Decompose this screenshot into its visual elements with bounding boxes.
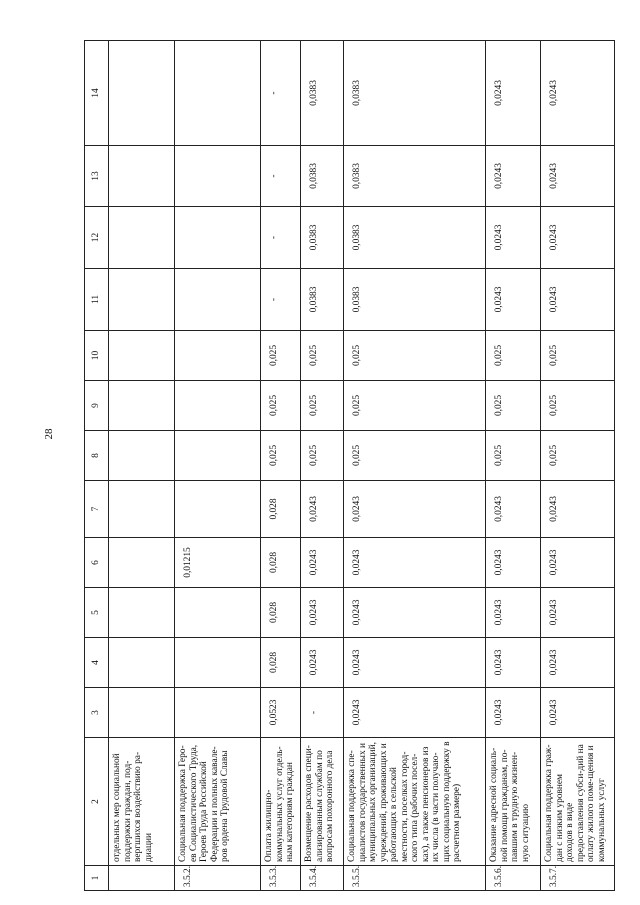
- value-cell: 0,0243: [541, 638, 615, 688]
- value-cell: 0,01215: [175, 538, 261, 588]
- value-cell: 0,0383: [301, 207, 344, 269]
- value-cell: 0,0523: [261, 688, 301, 738]
- value-cell: [175, 588, 261, 638]
- value-cell: [109, 481, 175, 538]
- value-cell: [175, 638, 261, 688]
- value-cell: [175, 481, 261, 538]
- table-row: [109, 41, 175, 891]
- value-cell: [109, 269, 175, 331]
- value-cell: 0,0243: [486, 638, 541, 688]
- column-header: 7: [85, 481, 109, 538]
- value-cell: 0,025: [301, 381, 344, 431]
- value-cell: [175, 269, 261, 331]
- value-cell: 0,0243: [486, 146, 541, 207]
- table-row: [541, 41, 615, 891]
- value-cell: 0,0383: [301, 146, 344, 207]
- value-cell: 0,0243: [486, 41, 541, 146]
- value-cell: 0,0243: [486, 688, 541, 738]
- row-code: 3.5.4.: [301, 866, 344, 891]
- value-cell: 0,0243: [301, 638, 344, 688]
- value-cell: 0,025: [541, 381, 615, 431]
- value-cell: 0,0383: [344, 146, 486, 207]
- value-cell: 0,025: [301, 431, 344, 481]
- value-cell: 0,025: [486, 431, 541, 481]
- table-row: [261, 41, 301, 891]
- row-code: 3.5.2.: [175, 866, 261, 891]
- row-code: 3.5.6.: [486, 866, 541, 891]
- value-cell: [175, 331, 261, 381]
- row-code: 3.5.5.: [344, 866, 486, 891]
- header-row: [85, 41, 109, 891]
- value-cell: 0,025: [261, 331, 301, 381]
- value-cell: 0,0243: [344, 538, 486, 588]
- value-cell: 0,0383: [344, 269, 486, 331]
- column-header: 4: [85, 638, 109, 688]
- value-cell: 0,0243: [344, 481, 486, 538]
- column-header: 1: [85, 866, 109, 891]
- value-cell: 0,0243: [486, 481, 541, 538]
- value-cell: [109, 207, 175, 269]
- table-row: [301, 41, 344, 891]
- value-cell: 0,0243: [301, 538, 344, 588]
- page-number: 28: [43, 428, 55, 440]
- column-header: 3: [85, 688, 109, 738]
- value-cell: [109, 688, 175, 738]
- column-header: 11: [85, 269, 109, 331]
- column-header: 5: [85, 588, 109, 638]
- value-cell: 0,0383: [301, 269, 344, 331]
- value-cell: 0,025: [344, 381, 486, 431]
- value-cell: 0,0383: [301, 41, 344, 146]
- value-cell: [109, 588, 175, 638]
- value-cell: 0,0243: [301, 481, 344, 538]
- value-cell: 0,0243: [486, 588, 541, 638]
- row-description: Оплата жилищно-коммунальных услуг отдель-ным категориям граждан: [261, 738, 301, 866]
- column-header: 10: [85, 331, 109, 381]
- column-header: 2: [85, 738, 109, 866]
- value-cell: 0,025: [486, 381, 541, 431]
- value-cell: -: [261, 207, 301, 269]
- column-header: 14: [85, 41, 109, 146]
- value-cell: [109, 146, 175, 207]
- table-row: [175, 41, 261, 891]
- value-cell: [175, 41, 261, 146]
- row-description: Социальная поддержка граж-дан с низким уровнем доходов в виде предоставления субси-дий на оплату жилого поме-щения и коммунальных услуг: [541, 738, 615, 866]
- row-code: [109, 866, 175, 891]
- value-cell: 0,0243: [486, 207, 541, 269]
- value-cell: -: [261, 41, 301, 146]
- row-description: Социальная поддержка Геро-ев Социалистического Труда, Героев Труда Российской Федерации и полных кавале-ров ордена Трудовой Славы: [175, 738, 261, 866]
- value-cell: [175, 688, 261, 738]
- value-cell: 0,0383: [344, 207, 486, 269]
- value-cell: [109, 381, 175, 431]
- value-cell: 0,0243: [541, 146, 615, 207]
- value-cell: 0,025: [344, 331, 486, 381]
- value-cell: 0,025: [541, 431, 615, 481]
- value-cell: 0,0243: [541, 538, 615, 588]
- value-cell: [175, 381, 261, 431]
- value-cell: 0,028: [261, 588, 301, 638]
- value-cell: 0,0383: [344, 41, 486, 146]
- row-description: Оказание адресной социаль-ной помощи гражданам, по-павшим в трудную жизнен-ную ситуацию: [486, 738, 541, 866]
- value-cell: 0,025: [486, 331, 541, 381]
- row-code: 3.5.3.: [261, 866, 301, 891]
- value-cell: -: [301, 688, 344, 738]
- value-cell: 0,025: [261, 431, 301, 481]
- value-cell: -: [261, 146, 301, 207]
- value-cell: 0,0243: [344, 688, 486, 738]
- column-header: 9: [85, 381, 109, 431]
- rotated-table-sheet: [84, 41, 614, 891]
- value-cell: 0,0243: [541, 269, 615, 331]
- value-cell: -: [261, 269, 301, 331]
- value-cell: 0,0243: [541, 688, 615, 738]
- value-cell: [175, 431, 261, 481]
- value-cell: 0,025: [541, 331, 615, 381]
- column-header: 12: [85, 207, 109, 269]
- value-cell: 0,025: [261, 381, 301, 431]
- value-cell: 0,0243: [541, 41, 615, 146]
- column-header: 6: [85, 538, 109, 588]
- row-description: Возмещение расходов специ-ализированным службам по вопросам похоронного дела: [301, 738, 344, 866]
- value-cell: 0,0243: [344, 638, 486, 688]
- value-cell: [109, 41, 175, 146]
- value-cell: [175, 207, 261, 269]
- value-cell: 0,025: [344, 431, 486, 481]
- column-header: 8: [85, 431, 109, 481]
- row-code: 3.5.7.: [541, 866, 615, 891]
- value-cell: 0,028: [261, 638, 301, 688]
- value-cell: 0,0243: [486, 269, 541, 331]
- row-description: Социальная поддержка спе-циалистов государственных и муниципальных организаций, учреждений, проживающих и работающих в сельской местности, поселках город-ского типа (рабочих посел-ках), а также пенсионеров из их числа (в части получаю-щих социальную поддержку в расчетном размере): [344, 738, 486, 866]
- table-row: [344, 41, 486, 891]
- column-header: 13: [85, 146, 109, 207]
- table-row: [486, 41, 541, 891]
- value-cell: [109, 431, 175, 481]
- value-cell: [109, 331, 175, 381]
- data-table: [84, 40, 615, 891]
- value-cell: [175, 146, 261, 207]
- row-description: отдельных мер социальной поддержки граждан, под-вергшихся воздействию ра-диации: [109, 738, 175, 866]
- value-cell: 0,028: [261, 481, 301, 538]
- value-cell: [109, 638, 175, 688]
- value-cell: 0,0243: [301, 588, 344, 638]
- value-cell: [109, 538, 175, 588]
- value-cell: 0,0243: [541, 481, 615, 538]
- value-cell: 0,025: [301, 331, 344, 381]
- value-cell: 0,0243: [541, 207, 615, 269]
- value-cell: 0,028: [261, 538, 301, 588]
- value-cell: 0,0243: [344, 588, 486, 638]
- value-cell: 0,0243: [486, 538, 541, 588]
- value-cell: 0,0243: [541, 588, 615, 638]
